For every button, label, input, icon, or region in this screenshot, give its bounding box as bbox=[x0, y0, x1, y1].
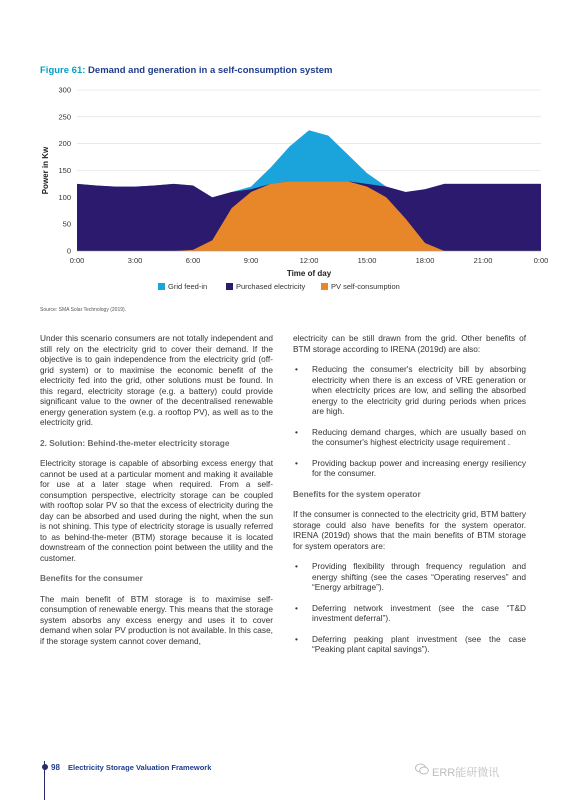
figure-number: Figure 61: bbox=[40, 65, 86, 76]
left-column bbox=[40, 333, 273, 656]
list-item bbox=[293, 603, 526, 624]
list-item-text: Providing flexibility through frequency regulation and energy shifting (see the cases “Operating reserves” and “Energy arbitrage”). bbox=[312, 561, 526, 592]
section-heading-btm-storage: 2. Solution: Behind-the-meter electricity storage bbox=[40, 437, 230, 448]
y-tick-label: 300 bbox=[58, 85, 71, 95]
y-axis-title: Power in Kw bbox=[41, 146, 50, 195]
intro-paragraph: Under this scenario consumers are not totally independent and still rely on the electricity grid to cover their demand. If the objective is to gain independence from the electricity grid (off-grid system) or to maximise the economic benefit of the electricity fed into the grid, other solutions must be found. In this regard, electricity storage (e.g. a battery) could provide significant value to the owner of the decentralised renewable energy generation system (e.g. a rooftop PV), as well as to the electricity grid. bbox=[40, 333, 273, 427]
list-item bbox=[293, 364, 526, 417]
bullet-icon: • bbox=[295, 633, 298, 644]
legend-swatch bbox=[158, 283, 165, 290]
list-item bbox=[293, 427, 526, 448]
list-item-text: Deferring network investment (see the case “T&D investment deferral”). bbox=[312, 602, 526, 623]
bullet-icon: • bbox=[295, 561, 298, 571]
btm-storage-paragraph: Electricity storage is capable of absorbing excess energy that cannot be used at a particular moment and making it available for use at a later stage when required. From a self-consumption perspective, electricity storage can be coupled with rooftop solar PV so that the excess of electricity during the day can be absorbed and used during the night, when the sun is not shining. This type of electricity storage is usually referred to as behind-the-meter (BTM) storage because it is located downstream of the connection point between the utility and the customer. bbox=[40, 458, 273, 563]
system-operator-benefits-list bbox=[293, 561, 526, 655]
demand-generation-chart bbox=[0, 0, 566, 305]
bullet-icon: • bbox=[295, 426, 298, 437]
consumer-benefits-paragraph: The main benefit of BTM storage is to maximise self-consumption of renewable energy. This means that the storage system absorbs any excess energy and uses it to cover demand when solar PV production is not available. In this case, if the storage system cannot cover demand, bbox=[40, 593, 273, 646]
right-column bbox=[293, 333, 526, 665]
y-tick-label: 50 bbox=[62, 219, 71, 229]
system-operator-paragraph: If the consumer is connected to the electricity grid, BTM battery storage could also have benefits for the system operator. IRENA (2019d) shows that the main benefits of BTM storage for system operators are: bbox=[293, 509, 526, 551]
continued-paragraph: electricity can be still drawn from the grid. Other benefits of BTM storage according to IRENA (2019d) are also: bbox=[293, 333, 526, 354]
figure-title-text: Demand and generation in a self-consumption system bbox=[85, 65, 333, 76]
page-number: 98 bbox=[51, 763, 60, 772]
y-tick-label: 0 bbox=[66, 246, 71, 256]
legend-label: Purchased electricity bbox=[236, 282, 306, 291]
bullet-icon: • bbox=[295, 457, 298, 468]
list-item-text: Deferring peaking plant investment (see the case “Peaking plant capital savings”). bbox=[312, 633, 526, 654]
legend-swatch bbox=[321, 283, 328, 290]
footer-dot bbox=[42, 764, 48, 770]
wechat-icon bbox=[415, 763, 429, 775]
legend-swatch bbox=[226, 283, 233, 290]
x-tick-label: 12:00 bbox=[299, 256, 319, 265]
x-tick-label: 0:00 bbox=[69, 256, 85, 265]
bullet-icon: • bbox=[295, 602, 298, 613]
y-tick-label: 150 bbox=[58, 166, 71, 175]
x-tick-label: 6:00 bbox=[185, 256, 201, 265]
x-tick-label: 0:00 bbox=[533, 256, 549, 265]
y-tick-label: 100 bbox=[58, 192, 71, 202]
x-tick-label: 18:00 bbox=[415, 256, 435, 265]
watermark-text: ERR能研微讯 bbox=[432, 767, 500, 779]
list-item bbox=[293, 458, 526, 479]
y-tick-label: 200 bbox=[58, 139, 71, 149]
x-tick-label: 3:00 bbox=[127, 256, 143, 265]
legend-label: Grid feed-in bbox=[168, 282, 208, 291]
consumer-benefits-heading: Benefits for the consumer bbox=[40, 573, 143, 583]
bullet-icon: • bbox=[295, 364, 298, 374]
x-axis-title: Time of day bbox=[286, 269, 332, 278]
legend-label: PV self-consumption bbox=[331, 282, 400, 291]
x-tick-label: 21:00 bbox=[473, 256, 493, 265]
list-item-text: Providing backup power and increasing energy resiliency for the consumer. bbox=[312, 457, 526, 478]
y-tick-label: 250 bbox=[58, 112, 71, 122]
list-item-text: Reducing the consumer's electricity bill by absorbing electricity when there is an excess of VRE generation or when electricity prices are low, and selling the absorbed energy to the electricity grid during periods when prices are high. bbox=[312, 364, 526, 416]
figure-source: Source: SMA Solar Technology (2019). bbox=[40, 307, 127, 313]
x-tick-label: 9:00 bbox=[243, 256, 259, 265]
x-tick-label: 15:00 bbox=[357, 256, 377, 265]
list-item bbox=[293, 634, 526, 655]
consumer-benefits-list bbox=[293, 364, 526, 479]
footer-title: Electricity Storage Valuation Framework bbox=[68, 763, 212, 772]
system-operator-heading: Benefits for the system operator bbox=[293, 488, 421, 499]
list-item bbox=[293, 561, 526, 593]
list-item-text: Reducing demand charges, which are usually based on the consumer's highest electricity usage requirement . bbox=[312, 426, 526, 447]
